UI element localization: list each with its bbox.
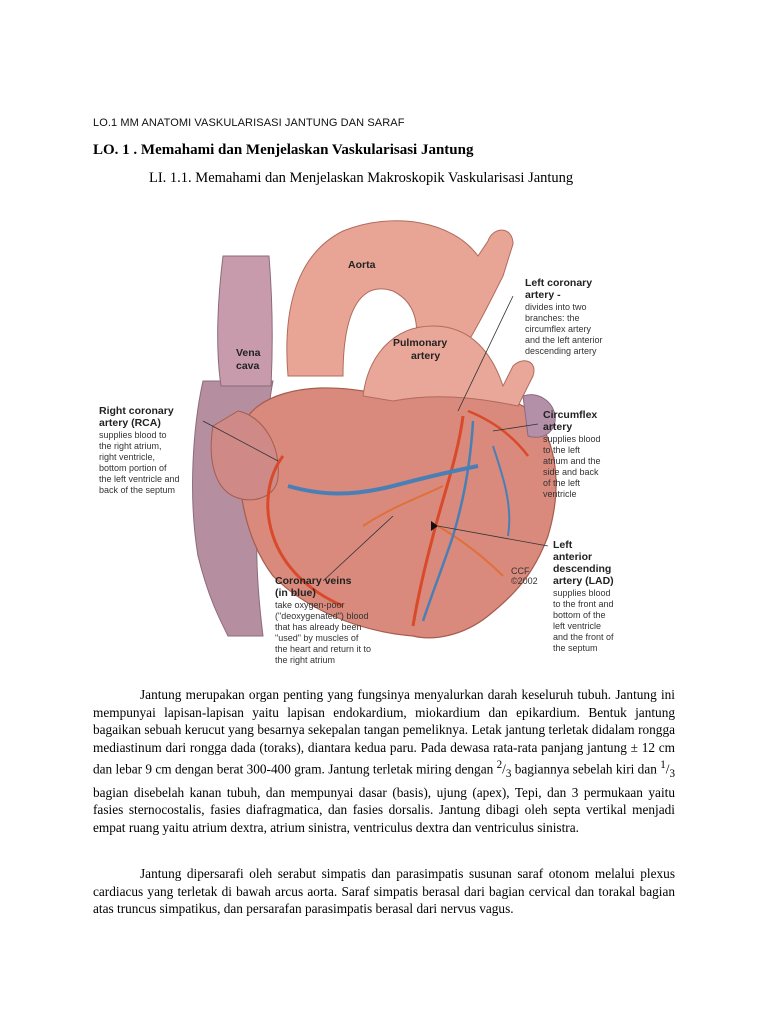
desc-circumflex-6: ventricle — [543, 489, 577, 499]
desc-rca-5: the left ventricle and — [99, 474, 180, 484]
desc-lad-3: bottom of the — [553, 610, 606, 620]
desc-veins-6: the right atrium — [275, 655, 336, 665]
heart-illustration — [93, 196, 653, 666]
heart-vascular-figure — [93, 196, 653, 666]
desc-circumflex-1: supplies blood — [543, 434, 601, 444]
label-aorta: Aorta — [348, 259, 376, 271]
label-lad-4: artery (LAD) — [553, 575, 614, 587]
desc-circumflex-2: to the left — [543, 445, 581, 455]
label-veins-1: Coronary veins — [275, 575, 352, 587]
paragraph-anatomy: Jantung merupakan organ penting yang fungsinya menyalurkan darah keseluruh tubuh. Jantung ini mempunyai lapisan-lapisan yaitu lapisan endokardium, miokardium dan epikardium. Bentuk jantung bagaikan sebuah kerucut yang besarnya sekepalan tangan pemeliknya. Letak jantung terletak didalam rongga mediastinum dari rongga dada (toraks), diantara kedua paru. Pada dewasa rata-rata panjang jantung ± 12 cm dan lebar 9 cm dengan berat 300-400 gram. Jantung terletak miring dengan $^2/_3$ bagiannya sebelah kiri dan $^1/_3$ bagian disebelah kanan tubuh, dan mempunyai dasar (basis), ujung (apex), Tepi, dan 3 permukaan yaitu fasies sternocostalis, fasies diafragmatica, dan fasies dorsalis. Jantung dibagi oleh septa vertikal menjadi empat ruang yaitu atrium dextra, atrium sinistra, ventriculus dextra dan ventriculus sinistra. — [93, 687, 675, 835]
label-left-coronary-2: artery - — [525, 289, 561, 301]
fraction-1-denominator: 3 — [505, 767, 512, 780]
desc-left-coronary-3: circumflex artery — [525, 324, 592, 334]
label-rca-2: artery (RCA) — [99, 417, 161, 429]
desc-rca-1: supplies blood to — [99, 430, 167, 440]
label-pulmonary-2: artery — [411, 350, 441, 362]
fraction-2-numerator: 1 — [660, 758, 666, 771]
label-circumflex-2: artery — [543, 421, 573, 433]
lo-heading: LO. 1 . Memahami dan Menjelaskan Vaskularisasi Jantung — [93, 142, 474, 158]
label-veins-2: (in blue) — [275, 587, 316, 599]
document-header: LO.1 MM ANATOMI VASKULARISASI JANTUNG DAN SARAF — [93, 117, 405, 129]
desc-rca-4: bottom portion of — [99, 463, 167, 473]
label-vena-cava-1: Vena — [236, 347, 261, 359]
pulmonary-shape — [363, 326, 534, 406]
label-lad-2: anterior — [553, 551, 593, 563]
desc-circumflex-3: atrium and the — [543, 456, 601, 466]
label-left-coronary-1: Left coronary — [525, 277, 593, 289]
label-pulmonary-1: Pulmonary — [393, 337, 448, 349]
desc-rca-2: the right atrium, — [99, 441, 162, 451]
label-circumflex-1: Circumflex — [543, 409, 598, 421]
desc-rca-3: right ventricle, — [99, 452, 156, 462]
desc-lad-6: the septum — [553, 643, 598, 653]
desc-veins-1: take oxygen-poor — [275, 600, 345, 610]
paragraph-anatomy-text-c: bagian disebelah kanan tubuh, dan mempunyai dasar (basis), ujung (apex), Tepi, dan 3 permukaan yaitu fasies sternocostalis, fasies diafragmatica, dan fasies dorsalis. Jantung dibagi oleh septa vertikal menjadi empat ruang yaitu atrium dextra, atrium sinistra, ventriculus dextra dan ventriculus sinistra. — [93, 784, 675, 835]
desc-lad-5: and the front of — [553, 632, 614, 642]
desc-veins-5: the heart and return it to — [275, 644, 372, 654]
fraction-1-numerator: 2 — [496, 758, 503, 771]
copyright-1: CCF — [511, 566, 530, 576]
desc-lad-4: left ventricle — [553, 621, 602, 631]
desc-rca-6: back of the septum — [99, 485, 176, 495]
desc-left-coronary-5: descending artery — [525, 346, 597, 356]
desc-left-coronary-1: divides into two — [525, 302, 587, 312]
desc-left-coronary-2: branches: the — [525, 313, 580, 323]
fraction-2-denominator: 3 — [669, 767, 675, 780]
paragraph-anatomy-text-a: Jantung merupakan organ penting yang fungsinya menyalurkan darah keseluruh tubuh. Jantung ini mempunyai lapisan-lapisan yaitu lapisan endokardium, miokardium dan epikardium. Bentuk jantung bagaikan sebuah kerucut yang besarnya sekepalan tangan pemeliknya. Letak jantung terletak didalam rongga mediastinum dari rongga dada (toraks), diantara kedua paru. Pada dewasa rata-rata panjang jantung ± 12 cm dan lebar 9 cm dengan berat 300-400 gram. Jantung terletak miring dengan — [93, 687, 675, 777]
desc-lad-2: to the front and — [553, 599, 614, 609]
paragraph-innervation-text: Jantung dipersarafi oleh serabut simpatis dan parasimpatis susunan saraf otonom melalui plexus cardiacus yang terletak di bawah arcus aorta. Saraf simpatis berasal dari bagian cervical dan torakal bagian atas truncus simpatikus, dan persarafan parasimpatis berasal dari nervus vagus. — [93, 866, 675, 917]
label-rca-1: Right coronary — [99, 405, 174, 417]
desc-circumflex-4: side and back — [543, 467, 599, 477]
label-vena-cava-2: cava — [236, 360, 260, 372]
copyright-2: ©2002 — [511, 576, 538, 586]
desc-veins-2: ("deoxygenated") blood — [275, 611, 369, 621]
desc-circumflex-5: of the left — [543, 478, 581, 488]
desc-veins-4: "used" by muscles of — [275, 633, 359, 643]
label-lad-1: Left — [553, 539, 573, 551]
paragraph-anatomy-text-b: bagiannya sebelah kiri dan — [511, 761, 661, 777]
paragraph-innervation — [93, 865, 675, 918]
label-lad-3: descending — [553, 563, 612, 575]
desc-lad-1: supplies blood — [553, 588, 611, 598]
li-heading: LI. 1.1. Memahami dan Menjelaskan Makroskopik Vaskularisasi Jantung — [149, 170, 574, 186]
desc-veins-3: that has already been — [275, 622, 362, 632]
desc-left-coronary-4: and the left anterior — [525, 335, 603, 345]
